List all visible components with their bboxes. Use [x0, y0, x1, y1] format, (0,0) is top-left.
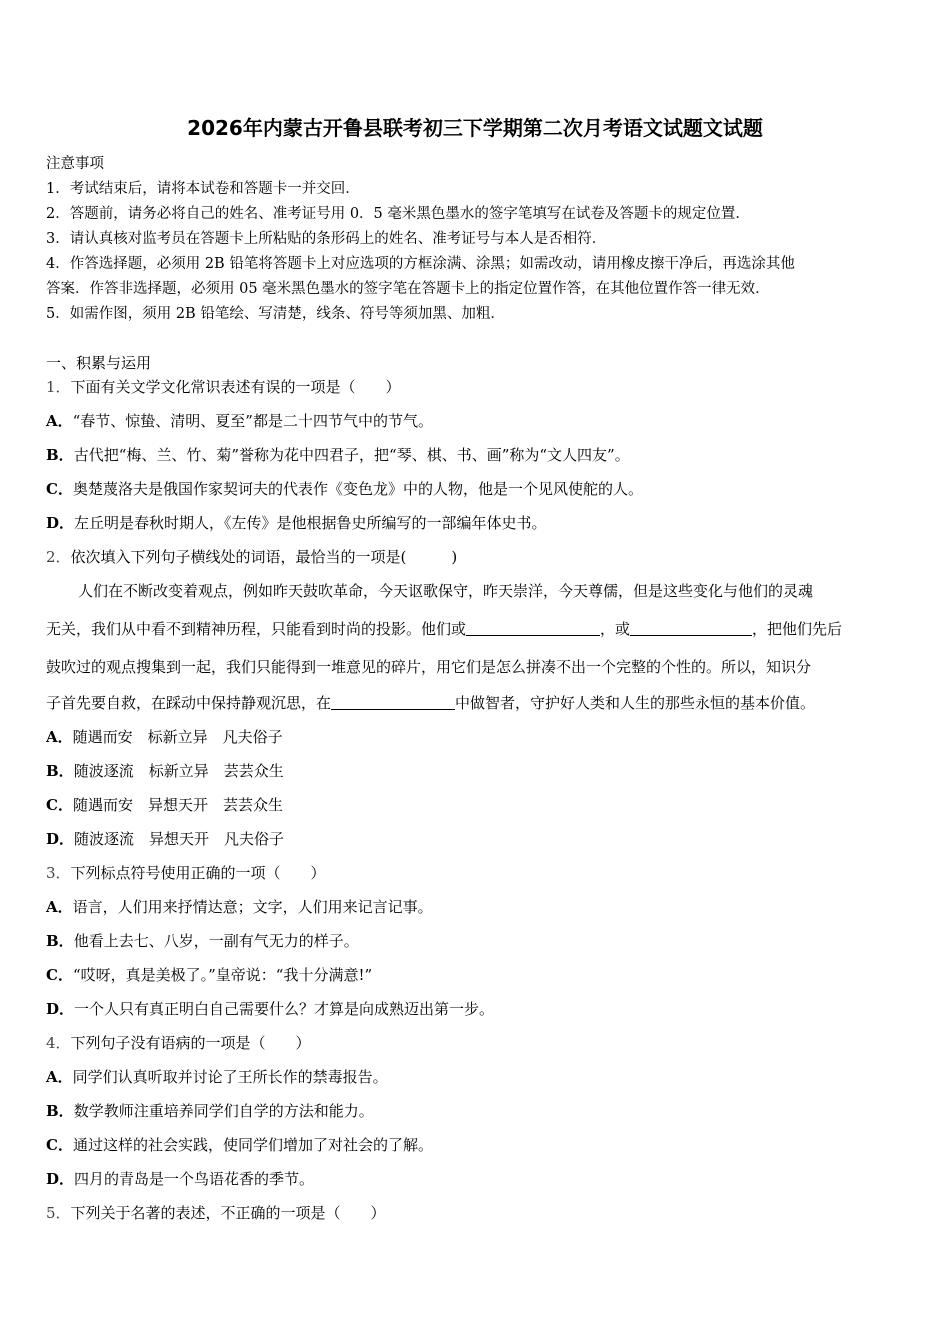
question-stem: 下列关于名著的表述，不正确的一项是（ ）	[70, 1204, 386, 1222]
option-text: 同学们认真听取并讨论了王所长作的禁毒报告。	[72, 1068, 388, 1086]
question-stem: 下列句子没有语病的一项是（ ）	[70, 1034, 311, 1052]
option-label: D．	[46, 830, 75, 848]
q1-option-d	[46, 512, 547, 533]
option-text: 通过这样的社会实践，使同学们增加了对社会的了解。	[72, 1136, 433, 1154]
question-2	[46, 546, 457, 567]
option-text: 左丘明是春秋时期人，《左传》是他根据鲁史所编写的一部编年体史书。	[74, 514, 547, 532]
option-text: 随波逐流 标新立异 芸芸众生	[73, 762, 284, 780]
option-label: C．	[46, 966, 73, 984]
option-label: B．	[46, 932, 74, 950]
q2-option-d	[46, 828, 284, 849]
question-number: 1．	[46, 378, 71, 396]
notice-line: 3．请认真核对监考员在答题卡上所粘贴的条形码上的姓名、准考证号与本人是否相符．	[46, 231, 607, 247]
option-label: B．	[46, 762, 74, 780]
question-stem: 下面有关文学文化常识表述有误的一项是（ ）	[70, 378, 401, 396]
fill-blank-1[interactable]	[466, 620, 600, 636]
q1-option-a	[46, 410, 433, 431]
option-label: B．	[46, 1102, 74, 1120]
option-label: A．	[46, 1068, 73, 1086]
q1-option-c	[46, 478, 643, 499]
option-text: “哎呀，真是美极了。”皇帝说：“我十分满意!”	[72, 966, 373, 984]
option-label: C．	[46, 1136, 73, 1154]
fill-blank-2[interactable]	[630, 620, 752, 636]
page-title: 2026年内蒙古开鲁县联考初三下学期第二次月考语文试题文试题	[187, 116, 763, 140]
q4-option-d	[46, 1168, 314, 1189]
question-number: 4．	[46, 1034, 71, 1052]
option-text: 古代把“梅、兰、竹、菊”誉称为花中四君子，把“琴、棋、书、画”称为“文人四友”。	[73, 446, 630, 464]
section-heading: 一、积累与运用	[46, 354, 152, 372]
passage-text: ，或	[600, 620, 631, 638]
passage-line: 鼓吹过的观点搜集到一起，我们只能得到一堆意见的碎片，用它们是怎么拼凑不出一个完整的个性的。所以，知识分	[46, 658, 812, 676]
q1-option-b	[46, 444, 630, 465]
notice-heading: 注意事项	[46, 156, 104, 172]
option-label: D．	[46, 1000, 75, 1018]
question-5	[46, 1202, 386, 1223]
q2-option-a	[46, 726, 283, 747]
q2-option-b	[46, 760, 284, 781]
fill-blank-3[interactable]	[331, 694, 455, 710]
notice-line: 5．如需作图，须用 2B 铅笔绘、写清楚，线条、符号等须加黑、加粗．	[46, 306, 505, 322]
question-1	[46, 376, 401, 397]
option-text: 随遇而安 标新立异 凡夫俗子	[72, 728, 283, 746]
option-text: 随遇而安 异想天开 芸芸众生	[72, 796, 283, 814]
passage-line	[46, 618, 842, 639]
passage-text: 无关，我们从中看不到精神历程，只能看到时尚的投影。他们或	[46, 620, 467, 638]
q3-option-c	[46, 964, 372, 985]
q3-option-b	[46, 930, 359, 951]
option-text: 语言，人们用来抒情达意；文字，人们用来记言记事。	[72, 898, 433, 916]
option-label: C．	[46, 480, 73, 498]
notice-line: 2．答题前，请务必将自己的姓名、准考证号用 0．5 毫米黑色墨水的签字笔填写在试卷及答题卡的规定位置．	[46, 206, 750, 222]
question-4	[46, 1032, 311, 1053]
option-text: 奥楚蔑洛夫是俄国作家契诃夫的代表作《变色龙》中的人物，他是一个见风使舵的人。	[72, 480, 643, 498]
passage-line: 人们在不断改变着观点，例如昨天鼓吹革命，今天讴歌保守，昨天崇洋，今天尊儒，但是这些变化与他们的灵魂	[78, 582, 814, 600]
option-text: 一个人只有真正明白自己需要什么？才算是向成熟迈出第一步。	[74, 1000, 495, 1018]
q3-option-d	[46, 998, 494, 1019]
passage-line	[46, 692, 815, 713]
option-label: A．	[46, 898, 73, 916]
option-text: “春节、惊蛰、清明、夏至”都是二十四节气中的节气。	[72, 412, 433, 430]
option-text: 他看上去七、八岁，一副有气无力的样子。	[73, 932, 359, 950]
notice-line: 4．作答选择题，必须用 2B 铅笔将答题卡上对应选项的方框涂满、涂黑；如需改动，请用橡皮擦干净后，再选涂其他	[46, 256, 795, 272]
option-label: D．	[46, 514, 75, 532]
question-stem: 依次填入下列句子横线处的词语，最恰当的一项是( )	[70, 548, 458, 566]
passage-text: ，把他们先后	[752, 620, 843, 638]
passage-text: 子首先要自救，在踩动中保持静观沉思，在	[46, 694, 332, 712]
q3-option-a	[46, 896, 433, 917]
q4-option-a	[46, 1066, 388, 1087]
question-number: 3．	[46, 864, 71, 882]
q4-option-b	[46, 1100, 374, 1121]
question-number: 5．	[46, 1204, 71, 1222]
option-text: 四月的青岛是一个鸟语花香的季节。	[74, 1170, 315, 1188]
option-label: A．	[46, 412, 73, 430]
option-label: B．	[46, 446, 74, 464]
question-number: 2．	[46, 548, 71, 566]
notice-line: 答案．作答非选择题，必须用 05 毫米黑色墨水的签字笔在答题卡上的指定位置作答，在其他位置作答一律无效．	[46, 281, 770, 297]
passage-text: 中做智者，守护好人类和人生的那些永恒的基本价值。	[455, 694, 816, 712]
option-text: 数学教师注重培养同学们自学的方法和能力。	[73, 1102, 374, 1120]
q2-option-c	[46, 794, 283, 815]
notice-line: 1．考试结束后，请将本试卷和答题卡一并交回．	[46, 181, 360, 197]
question-stem: 下列标点符号使用正确的一项（ ）	[70, 864, 326, 882]
option-label: A．	[46, 728, 73, 746]
option-text: 随波逐流 异想天开 凡夫俗子	[74, 830, 285, 848]
question-3	[46, 862, 326, 883]
option-label: C．	[46, 796, 73, 814]
q4-option-c	[46, 1134, 433, 1155]
option-label: D．	[46, 1170, 75, 1188]
